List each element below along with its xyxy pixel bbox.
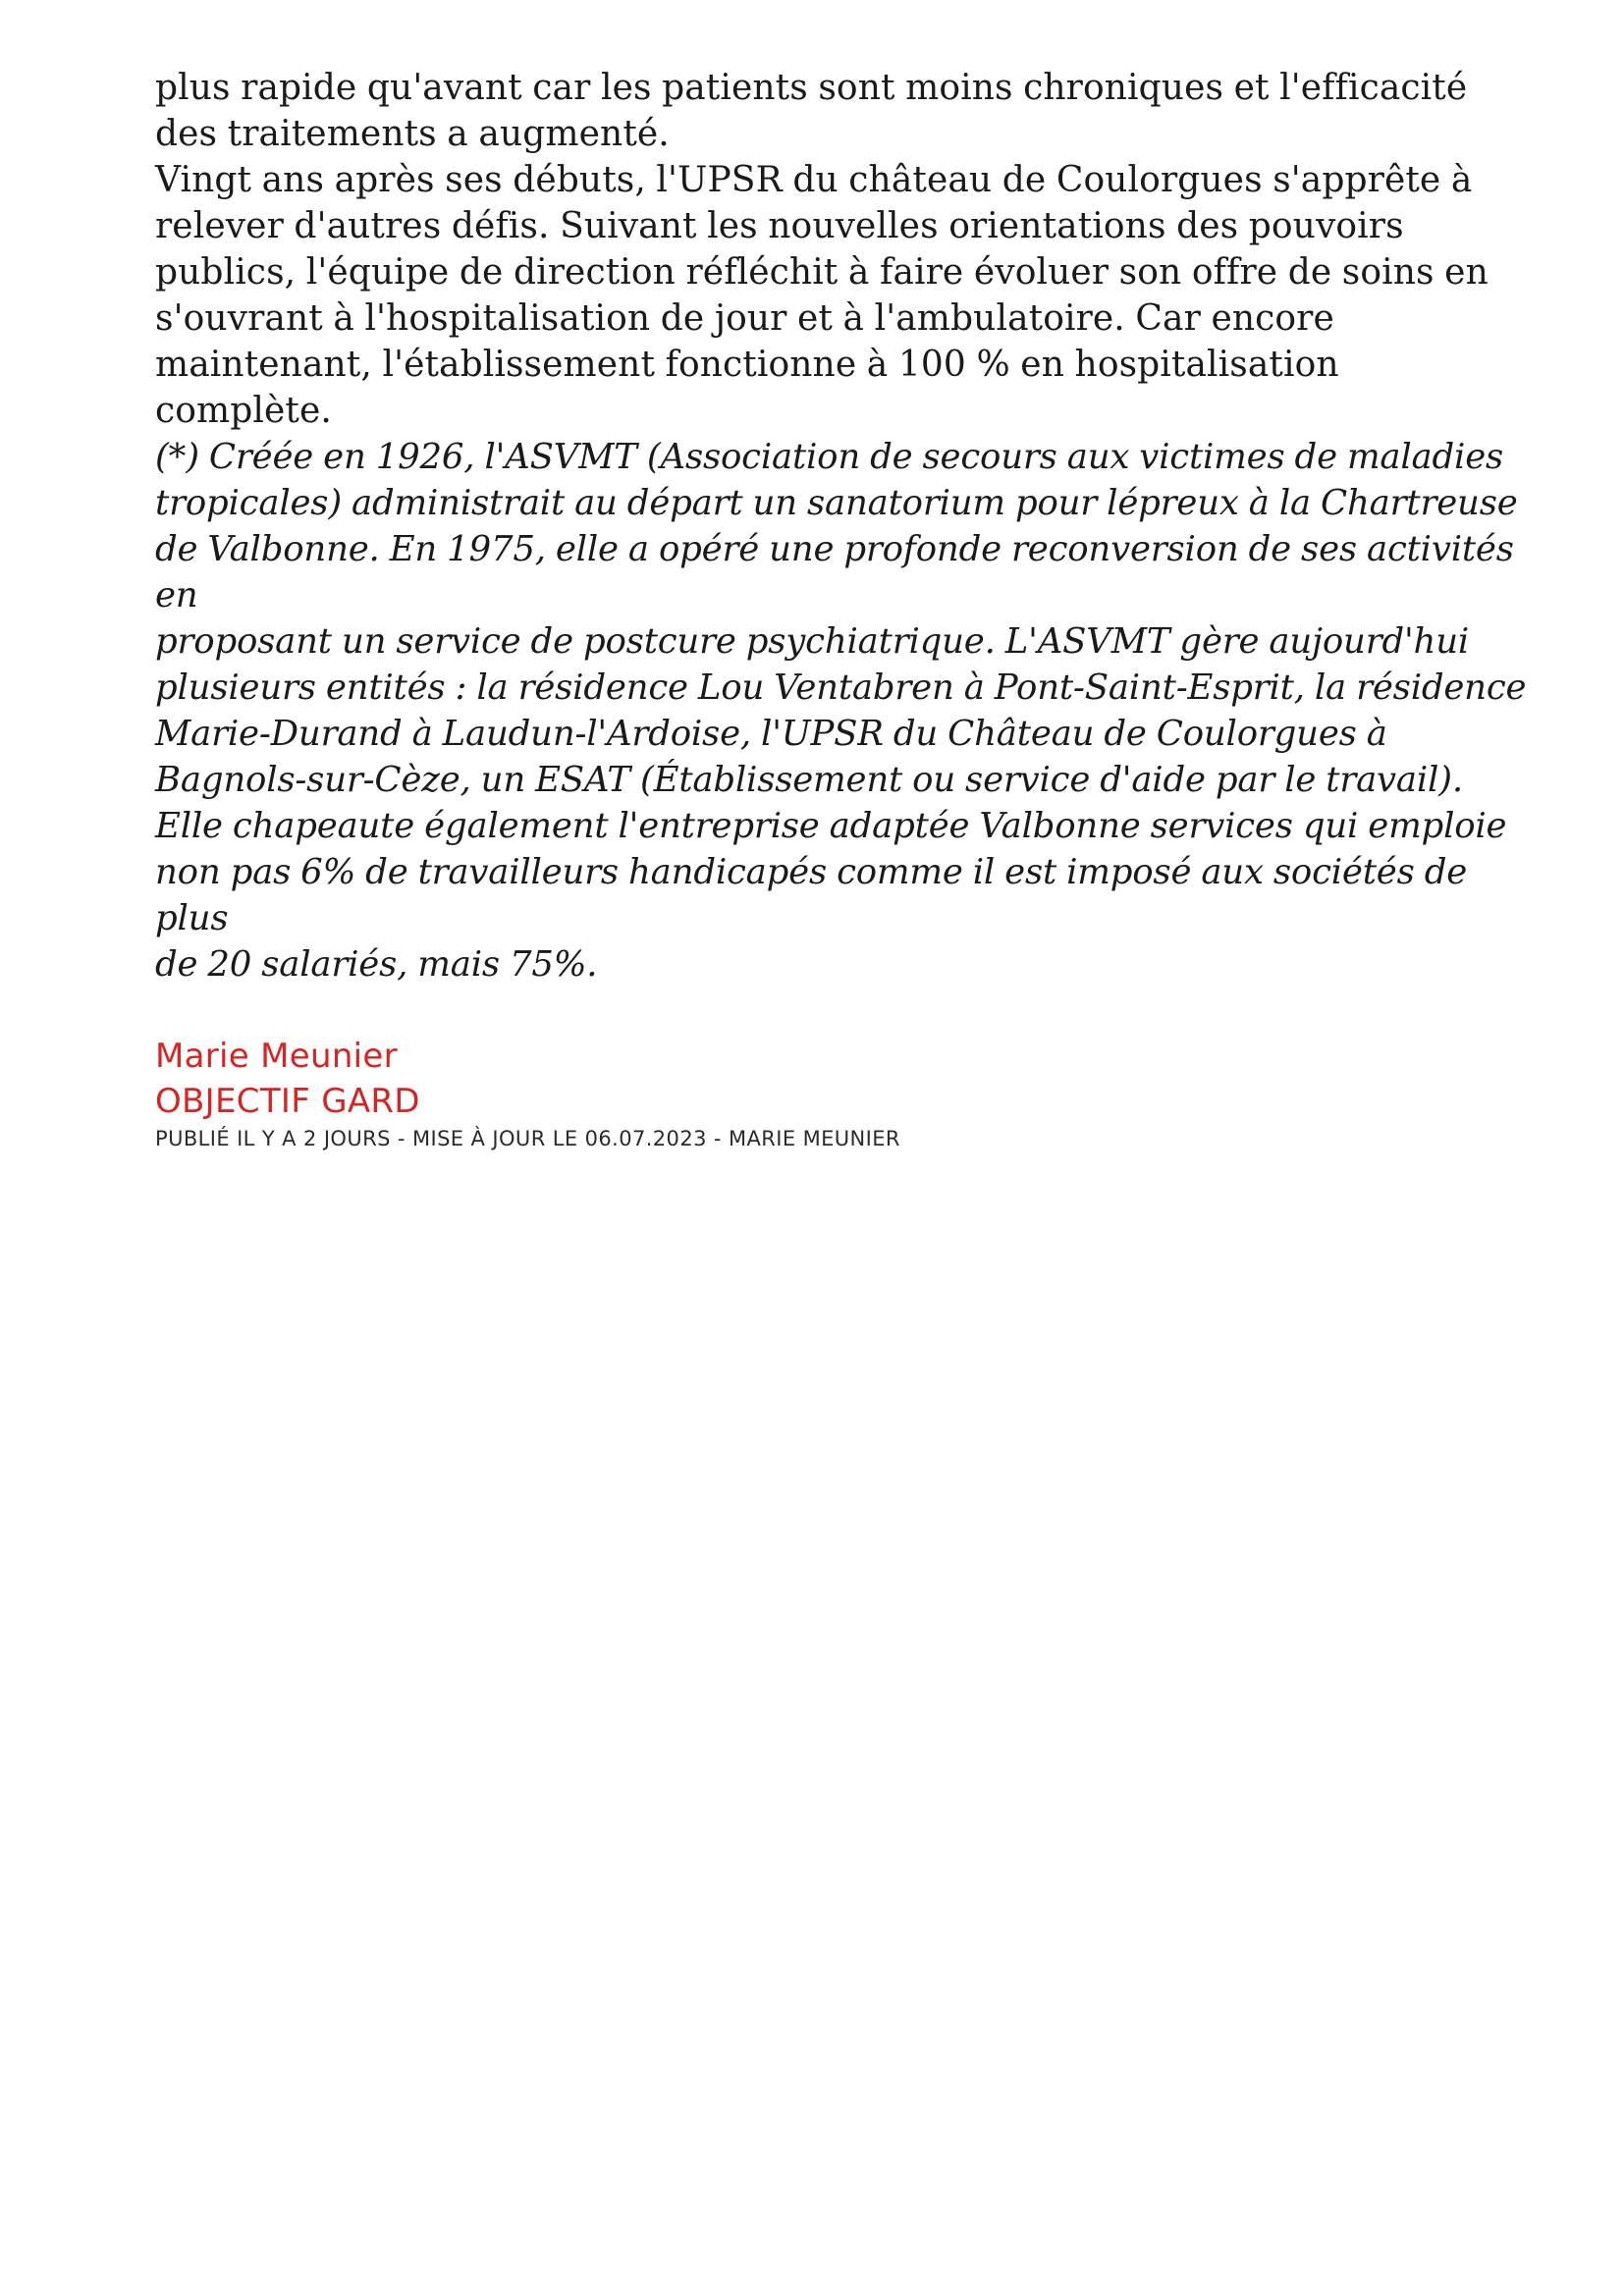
footnote-line: de Valbonne. En 1975, elle a opéré une profonde reconversion de ses activités en xyxy=(155,529,1514,615)
publication-meta: PUBLIÉ IL Y A 2 JOURS - MISE À JOUR LE 06.07.2023 - MARIE MEUNIER xyxy=(155,1127,900,1150)
footnote-line: tropicales) administrait au départ un sanatorium pour lépreux à la Chartreuse xyxy=(155,483,1518,523)
text-line: maintenant, l'établissement fonctionne à 100 % en hospitalisation xyxy=(155,345,1339,385)
paragraph-future xyxy=(155,157,1530,434)
author-name: Marie Meunier xyxy=(155,1037,398,1076)
signature-block xyxy=(155,1034,1530,1153)
footnote-line: non pas 6% de travailleurs handicapés comme il est imposé aux sociétés de plus xyxy=(155,852,1468,938)
footnote xyxy=(155,434,1530,988)
text-line: des traitements a augmenté. xyxy=(155,114,670,154)
footnote-line: Elle chapeaute également l'entreprise adaptée Valbonne services qui emploie xyxy=(155,806,1507,846)
footnote-line: Bagnols-sur-Cèze, un ESAT (Établissement ou service d'aide par le travail). xyxy=(155,760,1463,800)
footnote-line: plusieurs entités : la résidence Lou Ventabren à Pont-Saint-Esprit, la résidence xyxy=(155,667,1527,708)
footnote-line: de 20 salariés, mais 75%. xyxy=(155,944,598,985)
article-body xyxy=(155,65,1530,1153)
text-line: relever d'autres défis. Suivant les nouvelles orientations des pouvoirs xyxy=(155,206,1404,246)
text-line: publics, l'équipe de direction réfléchit à faire évoluer son offre de soins en xyxy=(155,252,1489,293)
text-line: plus rapide qu'avant car les patients sont moins chroniques et l'efficacité xyxy=(155,68,1468,108)
footnote-line: Marie-Durand à Laudun-l'Ardoise, l'UPSR du Château de Coulorgues à xyxy=(155,714,1387,754)
publication-name: OBJECTIF GARD xyxy=(155,1082,420,1121)
text-line: s'ouvrant à l'hospitalisation de jour et à l'ambulatoire. Car encore xyxy=(155,298,1334,339)
footnote-line: proposant un service de postcure psychiatrique. L'ASVMT gère aujourd'hui xyxy=(155,621,1470,662)
text-line: complète. xyxy=(155,391,332,431)
text-line: Vingt ans après ses débuts, l'UPSR du château de Coulorgues s'apprête à xyxy=(155,160,1473,200)
paragraph-continuation xyxy=(155,65,1530,157)
footnote-line: (*) Créée en 1926, l'ASVMT (Association de secours aux victimes de maladies xyxy=(155,437,1504,477)
